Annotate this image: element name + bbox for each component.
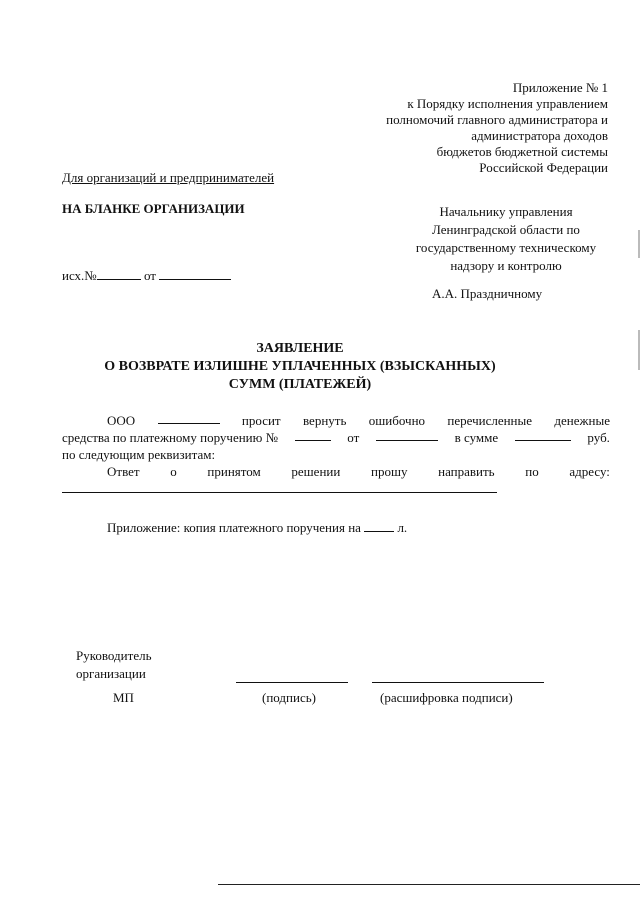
body-word: принятом	[207, 464, 261, 479]
body-word: просит	[241, 413, 281, 428]
letterhead-label: НА БЛАНКЕ ОРГАНИЗАЦИИ	[62, 201, 245, 216]
addressee-block	[380, 203, 632, 275]
amount-label: в сумме	[454, 430, 499, 445]
body-line-4	[62, 463, 610, 480]
title-line: ЗАЯВЛЕНИЕ	[256, 341, 344, 356]
attachment-line	[107, 520, 407, 536]
appendix-line: Российской Федерации	[479, 160, 608, 175]
addressee-line: Ленинградской области по	[432, 222, 580, 237]
body-word: о	[170, 464, 177, 479]
addressee-line: надзору и контролю	[450, 258, 562, 273]
signature-blank-line	[236, 682, 348, 683]
payment-date-blank	[376, 429, 438, 441]
signature-decode-blank-line	[372, 682, 544, 683]
attachment-text: Приложение: копия платежного поручения на	[107, 520, 361, 535]
body-word: прошу	[370, 464, 408, 479]
addressee-line: государственному техническому	[415, 240, 597, 255]
body-word: денежные	[554, 413, 610, 428]
company-name-blank	[158, 412, 220, 424]
document-title	[60, 340, 540, 394]
application-body	[62, 412, 610, 480]
recipient-name: А.А. Праздничному	[432, 286, 543, 301]
ref-date-blank	[159, 268, 231, 280]
attachment-suffix: л.	[397, 520, 408, 535]
outgoing-reference	[62, 268, 231, 284]
payment-order-number-blank	[295, 429, 331, 441]
address-blank-line	[62, 492, 497, 493]
for-organizations-label: Для организаций и предпринимателей	[62, 170, 275, 185]
appendix-line: администратора доходов	[471, 128, 608, 143]
body-word: по	[525, 464, 539, 479]
body-word: вернуть	[303, 413, 347, 428]
title-line: О ВОЗВРАТЕ ИЗЛИШНЕ УПЛАЧЕННЫХ (ВЗЫСКАННЫХ)	[104, 359, 496, 374]
bottom-scan-rule	[218, 884, 640, 885]
body-line-3: по следующим реквизитам:	[62, 447, 216, 462]
body-word: направить	[438, 464, 495, 479]
payment-date-label: от	[347, 430, 360, 445]
attachment-pages-blank	[364, 520, 394, 532]
title-line: СУММ (ПЛАТЕЖЕЙ)	[228, 377, 372, 392]
amount-blank	[515, 429, 571, 441]
appendix-line: Приложение № 1	[512, 80, 608, 95]
signature-decode-caption: (расшифровка подписи)	[380, 690, 513, 705]
payment-order-label: средства по платежному поручению №	[62, 430, 278, 445]
body-word: решении	[291, 464, 341, 479]
signature-caption: (подпись)	[262, 690, 316, 705]
stamp-label: МП	[113, 690, 134, 705]
body-line-1	[62, 412, 610, 429]
head-of-organization	[76, 647, 152, 683]
appendix-line: полномочий главного администратора и	[386, 112, 608, 127]
addressee-line: Начальнику управления	[439, 204, 573, 219]
body-word: адресу:	[569, 464, 610, 479]
ref-number-label: исх.№	[62, 268, 97, 283]
appendix-block	[386, 80, 608, 176]
body-word: Ответ	[107, 464, 140, 479]
body-word: ошибочно	[368, 413, 426, 428]
company-prefix: ООО	[107, 413, 136, 428]
head-label-line: Руководитель	[76, 648, 152, 663]
body-word: перечисленные	[447, 413, 533, 428]
head-label-line: организации	[76, 666, 146, 681]
currency-label: руб.	[587, 430, 610, 445]
body-line-2	[62, 429, 610, 446]
ref-date-label: от	[143, 268, 156, 283]
appendix-line: к Порядку исполнения управлением	[407, 96, 608, 111]
appendix-line: бюджетов бюджетной системы	[436, 144, 608, 159]
ref-number-blank	[97, 268, 141, 280]
